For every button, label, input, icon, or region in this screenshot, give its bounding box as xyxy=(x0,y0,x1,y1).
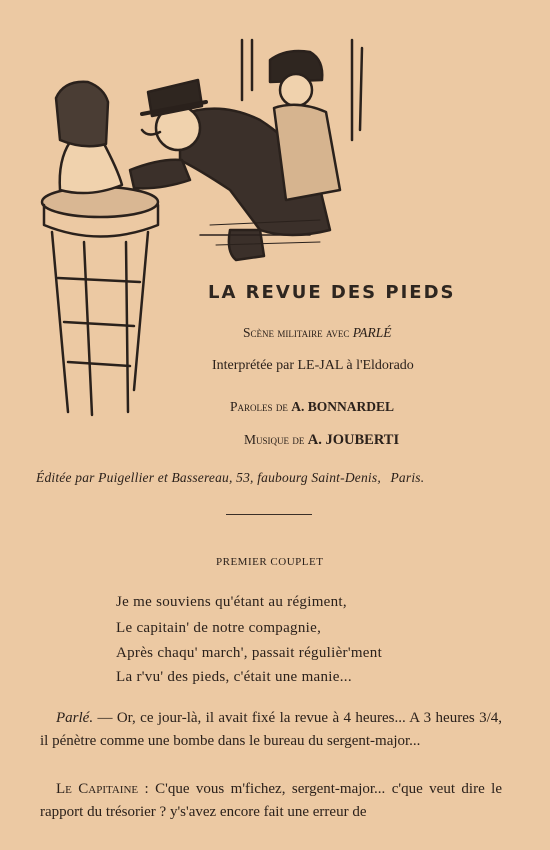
capitaine-paragraph xyxy=(40,778,502,824)
publisher-city: Paris. xyxy=(390,470,425,485)
lyrics-credit xyxy=(230,399,394,415)
lyrics-author: A. BONNARDEL xyxy=(291,399,395,414)
publisher-line xyxy=(36,470,424,486)
music-credit xyxy=(244,432,399,449)
music-author: A. JOUBERTI xyxy=(307,432,400,448)
subtitle-text: Scène militaire avec xyxy=(243,325,353,340)
publisher-text: Éditée par Puigellier et Bassereau, 53, faubourg Saint-Denis, xyxy=(36,470,381,485)
music-prefix: Musique de xyxy=(244,432,308,447)
verse-line: Après chaqu' march', passait régulièr'ment xyxy=(116,645,383,661)
subtitle-parle: PARLÉ xyxy=(352,325,392,340)
subtitle-line xyxy=(243,325,392,341)
capitaine-text: : C'que vous m'fichez, sergent-major... c'que veut dire le rapport du trésorier ? y's'avez encore fait une erreur de xyxy=(40,781,502,820)
verse-line: La r'vu' des pieds, c'était une manie... xyxy=(116,669,352,685)
lyrics-prefix: Paroles de xyxy=(230,399,292,414)
separator-rule xyxy=(226,514,312,515)
couplet-heading: PREMIER COUPLET xyxy=(216,556,324,568)
parle-paragraph xyxy=(40,707,502,753)
parle-label: Parlé. xyxy=(56,710,94,726)
parle-text: — Or, ce jour-là, il avait fixé la revue à 4 heures... A 3 heures 3/4, il pénètre comme une bombe dans le bureau du sergent-major... xyxy=(40,710,502,749)
verse-line: Le capitain' de notre compagnie, xyxy=(116,620,322,636)
song-title: LA REVUE DES PIEDS xyxy=(208,282,456,303)
performer-line: Interprétée par LE-JAL à l'Eldorado xyxy=(212,358,414,373)
capitaine-label: Le Capitaine xyxy=(56,781,139,797)
verse-line: Je me souviens qu'étant au régiment, xyxy=(116,594,347,610)
